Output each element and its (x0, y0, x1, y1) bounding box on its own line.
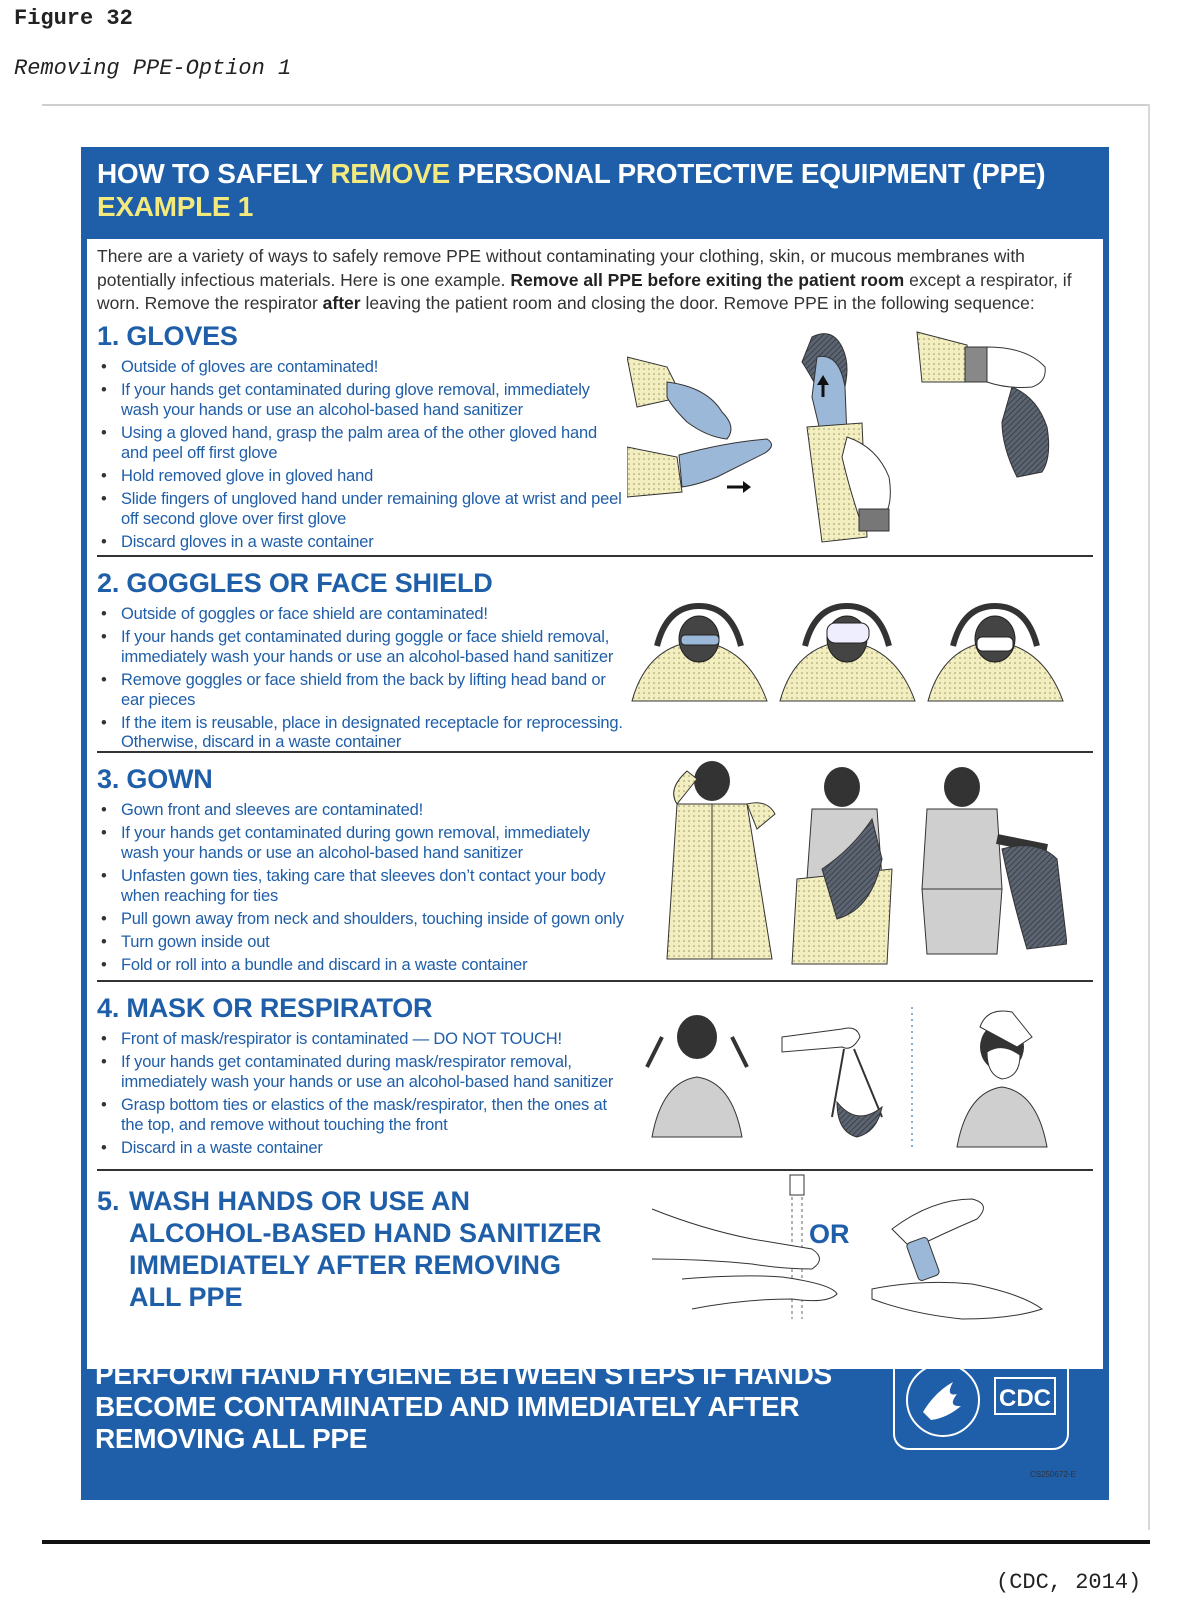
poster-footer: PERFORM HAND HYGIENE BETWEEN STEPS IF HANDS BECOME CONTAMINATED AND IMMEDIATELY AFTER REMOVING ALL PPE (95, 1359, 832, 1454)
or-label: OR (809, 1219, 850, 1249)
gown-list (97, 801, 627, 976)
gloves-illustration (627, 327, 1077, 545)
list-item: • Grasp bottom ties or elastics of the mask/respirator, then the ones at the top, and remove without touching the front (97, 1096, 627, 1135)
hhs-eagle-icon (895, 1352, 1067, 1448)
figure-citation: (CDC, 2014) (996, 1570, 1142, 1595)
poster-title (97, 157, 1097, 223)
list-item: • If your hands get contaminated during goggle or face shield removal, immediately wash your hands or use an alcohol-based hand sanitizer (97, 628, 627, 667)
figure-caption: Removing PPE-Option 1 (14, 56, 292, 81)
title-highlight: REMOVE (330, 158, 450, 189)
wash-step-number: 5. (97, 1186, 120, 1216)
cdc-logo-text: CDC (999, 1385, 1051, 1412)
intro-bold-1: Remove all PPE before exiting the patient room (510, 269, 905, 290)
list-item: • Slide fingers of ungloved hand under remaining glove at wrist and peel off second glove over first glove (97, 490, 627, 529)
content-panel (87, 239, 1103, 1369)
section-title: 4. MASK OR RESPIRATOR (97, 993, 433, 1023)
mask-illustration (632, 1007, 1082, 1157)
list-item: • Discard gloves in a waste container (97, 533, 627, 553)
section-divider (97, 751, 1093, 753)
intro-paragraph (97, 245, 1087, 316)
gloves-list (97, 358, 627, 552)
wash-line-3: IMMEDIATELY AFTER REMOVING (129, 1250, 562, 1280)
title-part2: PERSONAL PROTECTIVE EQUIPMENT (PPE) (449, 158, 1046, 189)
wash-line-2: ALCOHOL-BASED HAND SANITIZER (129, 1218, 602, 1248)
gown-illustration (647, 759, 1067, 969)
wash-line-4: ALL PPE (129, 1282, 243, 1312)
wash-line-1: WASH HANDS OR USE AN (129, 1186, 471, 1216)
intro-bold-2: after (322, 293, 361, 313)
poster-code: CS250672-E (1030, 1470, 1076, 1479)
intro-text-3: leaving the patient room and closing the door. Remove PPE in the following sequence: (360, 293, 1035, 313)
section-title: 1. GLOVES (97, 321, 238, 351)
figure-label: Figure 32 (14, 6, 133, 31)
goggles-illustration (627, 601, 1067, 711)
list-item: • Remove goggles or face shield from the back by lifting head band or ear pieces (97, 671, 627, 710)
list-item: • Unfasten gown ties, taking care that sleeves don’t contact your body when reaching for ties (97, 867, 627, 906)
list-item: • Using a gloved hand, grasp the palm area of the other gloved hand and peel off first glove (97, 424, 627, 463)
list-item: • Hold removed glove in gloved hand (97, 467, 627, 487)
mask-list (97, 1030, 627, 1158)
goggles-list (97, 605, 627, 753)
frame-top-rule (42, 104, 1150, 106)
wash-hands-title (97, 1185, 617, 1313)
list-item: • Turn gown inside out (97, 933, 627, 953)
list-item: • Fold or roll into a bundle and discard in a waste container (97, 956, 627, 976)
list-item: • If your hands get contaminated during glove removal, immediately wash your hands or use an alcohol-based hand sanitizer (97, 381, 627, 420)
intro-text-1: There are a variety of ways to safely remove PPE without contaminating your clothing, skin, or mucous membranes with potentially infectious materials. Here is one example. (97, 246, 1025, 290)
title-part1: HOW TO SAFELY (97, 158, 331, 189)
title-line2: EXAMPLE 1 (97, 191, 254, 222)
list-item: • Outside of gloves are contaminated! (97, 358, 627, 378)
section-title: 3. GOWN (97, 764, 213, 794)
list-item: • If your hands get contaminated during mask/respirator removal, immediately wash your hands or use an alcohol-based hand sanitizer (97, 1053, 627, 1092)
section-title: 2. GOGGLES OR FACE SHIELD (97, 568, 493, 598)
list-item: • Discard in a waste container (97, 1139, 627, 1159)
section-divider (97, 555, 1093, 557)
list-item: • If your hands get contaminated during gown removal, immediately wash your hands or use an alcohol-based hand sanitizer (97, 824, 627, 863)
intro-text-2: except a respirator, if worn. Remove the respirator (97, 269, 1072, 313)
list-item: • Outside of goggles or face shield are contaminated! (97, 605, 627, 625)
frame-right-rule (1148, 104, 1150, 1530)
list-item: • Pull gown away from neck and shoulders, touching inside of gown only (97, 910, 627, 930)
section-divider (97, 980, 1093, 982)
list-item: • If the item is reusable, place in designated receptacle for reprocessing. Otherwise, discard in a waste container (97, 714, 627, 753)
list-item: • Front of mask/respirator is contaminated — DO NOT TOUCH! (97, 1030, 627, 1050)
list-item: • Gown front and sleeves are contaminated! (97, 801, 627, 821)
ppe-poster (81, 147, 1109, 1500)
wash-hands-illustration (642, 1169, 1062, 1339)
cdc-hhs-logo (893, 1350, 1069, 1450)
frame-bottom-rule (42, 1540, 1150, 1544)
